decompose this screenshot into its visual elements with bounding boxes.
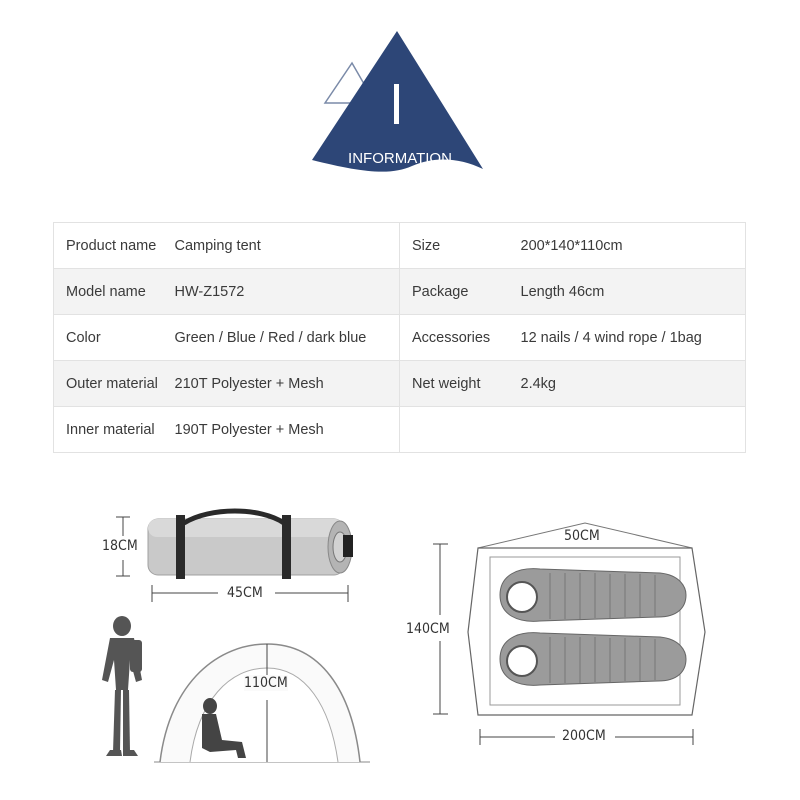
spec-key: Accessories <box>400 315 517 361</box>
spec-value: Green / Blue / Red / dark blue <box>171 315 400 361</box>
spec-value: Length 46cm <box>517 269 746 315</box>
tent-height-label: 110CM <box>244 675 288 691</box>
spec-value: 190T Polyester + Mesh <box>171 407 400 453</box>
information-badge <box>300 28 500 178</box>
floor-width-label: 50CM <box>564 528 600 544</box>
spec-key: Model name <box>54 269 171 315</box>
spec-key: Net weight <box>400 361 517 407</box>
spec-value: HW-Z1572 <box>171 269 400 315</box>
badge-title: INFORMATION <box>348 150 452 167</box>
spec-key <box>400 407 517 453</box>
spec-key: Outer material <box>54 361 171 407</box>
tent-side-diagram <box>90 610 380 770</box>
sleeping-bag-icon <box>500 633 686 686</box>
spec-value: Camping tent <box>171 223 400 269</box>
spec-value: 2.4kg <box>517 361 746 407</box>
table-row <box>54 407 746 453</box>
table-row <box>54 315 746 361</box>
hiker-icon <box>102 616 142 756</box>
package-length-label: 45CM <box>227 585 263 601</box>
table-row <box>54 269 746 315</box>
sleeping-bag-icon <box>500 569 686 622</box>
spec-value: 210T Polyester + Mesh <box>171 361 400 407</box>
spec-key: Inner material <box>54 407 171 453</box>
spec-value: 200*140*110cm <box>517 223 746 269</box>
floor-depth-label: 140CM <box>406 621 450 637</box>
spec-key: Color <box>54 315 171 361</box>
spec-key: Package <box>400 269 517 315</box>
spec-value <box>517 407 746 453</box>
floor-length-label: 200CM <box>562 728 606 744</box>
spec-key: Product name <box>54 223 171 269</box>
spec-value: 12 nails / 4 wind rope / 1bag <box>517 315 746 361</box>
package-height-label: 18CM <box>102 538 138 554</box>
table-row <box>54 223 746 269</box>
spec-table <box>53 222 746 453</box>
table-row <box>54 361 746 407</box>
spec-key: Size <box>400 223 517 269</box>
